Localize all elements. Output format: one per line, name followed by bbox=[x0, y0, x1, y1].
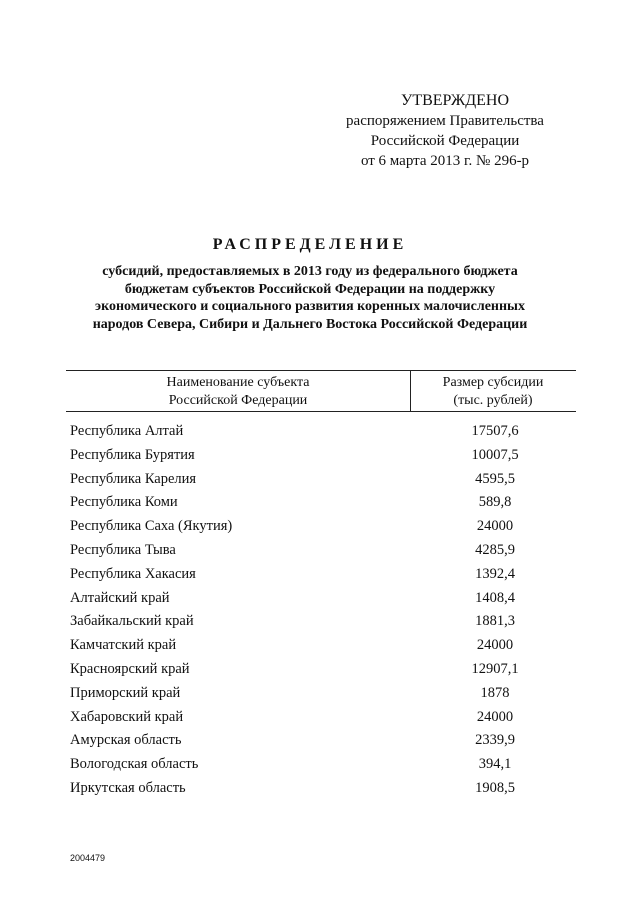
subsidy-amount: 17507,6 bbox=[471, 423, 519, 439]
header-subject bbox=[66, 374, 410, 410]
table-row bbox=[70, 780, 576, 802]
subject-name: Красноярский край bbox=[70, 661, 190, 677]
subsidy-amount: 1908,5 bbox=[475, 780, 515, 796]
table-row bbox=[70, 494, 576, 516]
subject-name: Республика Алтай bbox=[70, 423, 184, 439]
approval-line: распоряжением Правительства bbox=[346, 113, 544, 129]
table-row bbox=[70, 423, 576, 445]
subsidy-amount: 1392,4 bbox=[475, 565, 515, 582]
table-row bbox=[70, 566, 576, 588]
table-row bbox=[70, 732, 576, 754]
subject-name: Республика Тыва bbox=[70, 542, 176, 558]
subtitle-line: бюджетам субъектов Российской Федерации на поддержку bbox=[124, 281, 496, 297]
table-row bbox=[70, 613, 576, 635]
subject-name: Иркутская область bbox=[70, 780, 186, 796]
table-row bbox=[70, 709, 576, 731]
approval-line: Российской Федерации bbox=[370, 133, 520, 149]
subtitle-line: народов Севера, Сибири и Дальнего Востока Российской Федерации bbox=[92, 316, 528, 332]
subsidy-amount: 4595,5 bbox=[475, 470, 515, 487]
subsidy-amount: 1878 bbox=[480, 684, 510, 701]
subject-name: Республика Карелия bbox=[70, 470, 197, 487]
header-text: Российской Федерации bbox=[168, 393, 308, 408]
subject-name: Республика Хакасия bbox=[70, 565, 196, 582]
subsidy-amount: 4285,9 bbox=[475, 542, 515, 558]
table-row bbox=[70, 590, 576, 612]
subsidy-amount: 589,8 bbox=[478, 494, 512, 511]
header-amount bbox=[410, 374, 576, 410]
subsidy-amount: 2339,9 bbox=[475, 732, 515, 749]
subject-name: Приморский край bbox=[70, 684, 181, 701]
subsidy-amount: 24000 bbox=[476, 637, 514, 654]
subsidy-amount: 10007,5 bbox=[471, 446, 519, 463]
subject-name: Республика Бурятия bbox=[70, 446, 195, 463]
table-row bbox=[70, 542, 576, 564]
subject-name: Камчатский край bbox=[70, 637, 177, 654]
subsidy-amount: 394,1 bbox=[478, 756, 512, 773]
subject-name: Республика Коми bbox=[70, 494, 178, 511]
approval-block bbox=[330, 91, 560, 171]
header-text: Наименование субъекта bbox=[166, 375, 310, 390]
table-top-rule bbox=[66, 370, 576, 371]
subtitle-line: экономического и социального развития коренных малочисленных bbox=[95, 299, 525, 314]
table-row bbox=[70, 756, 576, 778]
document-title: РАСПРЕДЕЛЕНИЕ bbox=[212, 236, 408, 253]
subject-name: Хабаровский край bbox=[70, 708, 184, 725]
subsidy-amount: 24000 bbox=[476, 518, 514, 535]
header-bottom-rule bbox=[66, 411, 576, 412]
table-row bbox=[70, 661, 576, 683]
subject-name: Республика Саха (Якутия) bbox=[70, 518, 233, 535]
subject-name: Алтайский край bbox=[70, 589, 170, 606]
subject-name: Вологодская область bbox=[70, 756, 199, 773]
table-row bbox=[70, 637, 576, 659]
subject-name: Забайкальский край bbox=[70, 613, 194, 630]
header-text: (тыс. рублей) bbox=[453, 393, 533, 408]
subject-name: Амурская область bbox=[70, 732, 182, 749]
table-row bbox=[70, 685, 576, 707]
document-subtitle bbox=[40, 263, 580, 333]
subsidy-amount: 1408,4 bbox=[475, 589, 515, 606]
subtitle-line: субсидий, предоставляемых в 2013 году из федерального бюджета bbox=[102, 264, 518, 279]
subsidy-amount: 24000 bbox=[476, 708, 514, 725]
table-row bbox=[70, 447, 576, 469]
approval-line: от 6 марта 2013 г. № 296-р bbox=[360, 153, 530, 169]
table-row bbox=[70, 518, 576, 540]
table-row bbox=[70, 471, 576, 493]
header-text: Размер субсидии bbox=[442, 375, 544, 390]
subsidy-amount: 12907,1 bbox=[471, 661, 519, 677]
footer-code: 2004479 bbox=[70, 853, 106, 863]
subsidy-amount: 1881,3 bbox=[475, 613, 515, 630]
approval-title: УТВЕРЖДЕНО bbox=[400, 92, 509, 109]
